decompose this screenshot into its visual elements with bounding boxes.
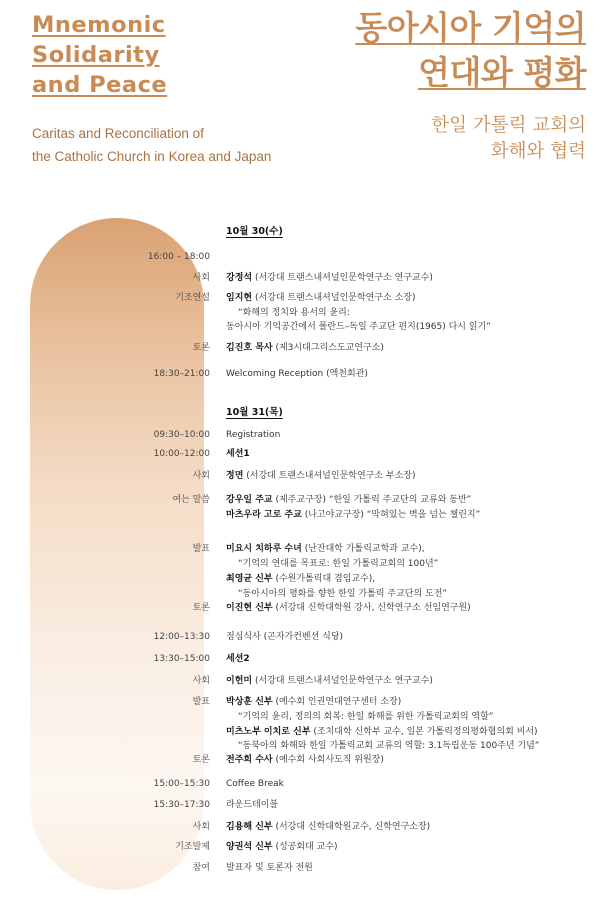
time-label: 10:00–12:00 xyxy=(153,449,210,459)
time-label: 18:30–21:00 xyxy=(153,369,210,379)
detail: (제3시대그리스도교연구소) xyxy=(272,343,384,353)
detail: (서강대 트랜스내셔널인문학연구소 부소장) xyxy=(243,471,416,481)
person-name: 미츠노부 이치로 신부 xyxy=(226,727,311,737)
schedule-row xyxy=(0,860,600,876)
role-label: 발표 xyxy=(192,697,210,707)
schedule-row xyxy=(0,797,600,813)
english-title-line-2: Solidarity xyxy=(32,42,160,68)
role-label: 사회 xyxy=(192,822,210,832)
time-label: 09:30–10:00 xyxy=(153,430,210,440)
schedule-row xyxy=(0,776,600,792)
entry-text: 라운드테이블 xyxy=(226,800,279,810)
role-label: 참여 xyxy=(192,863,210,873)
person-name: 마츠우라 고로 주교 xyxy=(226,510,302,520)
detail: (제주교구장) “한일 가톨릭 주교단의 교류와 동반” xyxy=(272,495,472,505)
role-label: 사회 xyxy=(192,273,210,283)
schedule-row xyxy=(0,571,600,587)
person-name: 정면 xyxy=(226,471,244,481)
korean-subtitle-line-1: 한일 가톨릭 교회의 xyxy=(431,115,586,136)
role-label: 기조발제 xyxy=(175,842,210,852)
entry-text xyxy=(226,340,384,356)
english-title xyxy=(32,10,167,100)
time-label: 13:30–15:00 xyxy=(153,654,210,664)
schedule-row xyxy=(0,492,600,508)
person-name: 전주희 수사 xyxy=(226,755,273,765)
role-label: 사회 xyxy=(192,676,210,686)
schedule-row xyxy=(0,752,600,768)
schedule-row xyxy=(0,319,600,335)
entry-text xyxy=(226,651,250,667)
schedule-row xyxy=(0,446,600,462)
schedule-row xyxy=(0,249,600,265)
korean-title xyxy=(355,5,586,95)
schedule-row xyxy=(0,290,600,306)
detail: (서강대 신학대학원교수, 신학연구소장) xyxy=(272,822,431,832)
entry-text xyxy=(226,673,433,689)
time-label: 16:00 – 18:00 xyxy=(147,252,210,262)
korean-title-line-1: 동아시아 기억의 xyxy=(355,8,586,47)
talk-title: “기억의 윤리, 정의의 회복: 한일 화해를 위한 가톨릭교회의 역할” xyxy=(238,712,494,722)
entry-text xyxy=(226,571,375,587)
person-name: 강정석 xyxy=(226,273,253,283)
role-label: 토론 xyxy=(192,755,210,765)
detail: (성공회대 교수) xyxy=(272,842,338,852)
role-label: 기조연설 xyxy=(175,293,210,303)
entry-text xyxy=(226,819,430,835)
english-subtitle xyxy=(32,122,271,168)
role-label: 토론 xyxy=(192,343,210,353)
detail: (서강대 트랜스내셔널인문학연구소 소장) xyxy=(252,293,416,303)
detail: (서강대 트랜스내셔널인문학연구소 연구교수) xyxy=(252,676,433,686)
korean-subtitle-line-2: 화해와 협력 xyxy=(490,141,586,162)
entry-text: 점심식사 (곤자가컨벤션 식당) xyxy=(226,632,344,642)
detail: (서강대 트랜스내셔널인문학연구소 연구교수) xyxy=(252,273,433,283)
role-label: 여는 말씀 xyxy=(172,495,210,505)
role-label: 사회 xyxy=(192,471,210,481)
schedule-row xyxy=(0,556,600,572)
schedule-row xyxy=(0,839,600,855)
entry-text xyxy=(226,492,471,508)
day-heading: 10월 30(수) xyxy=(226,226,283,237)
schedule-row xyxy=(0,427,600,443)
english-subtitle-line-1: Caritas and Reconciliation of xyxy=(32,126,204,141)
schedule-row xyxy=(0,541,600,557)
role-label: 토론 xyxy=(192,603,210,613)
session-name: 세션1 xyxy=(226,449,250,459)
schedule-row xyxy=(0,468,600,484)
schedule-row xyxy=(0,340,600,356)
schedule-row xyxy=(0,600,600,616)
talk-title: “동북아의 화해와 한일 가톨릭교회 교류의 역할: 3.1독립운동 100주년 기념” xyxy=(238,741,540,751)
entry-text xyxy=(226,839,338,855)
time-label: 12:00–13:30 xyxy=(153,632,210,642)
detail: (예수회 사회사도직 위원장) xyxy=(272,755,384,765)
entry-text xyxy=(226,752,384,768)
schedule-row xyxy=(0,819,600,835)
detail: (조치대학 신학부 교수, 일본 가톨릭정의평화협의회 비서) xyxy=(310,727,538,737)
talk-title: “동아시아의 평화를 향한 한일 가톨릭 주교단의 도전” xyxy=(238,589,448,599)
entry-text xyxy=(226,468,416,484)
person-name: 미요시 치하루 수녀 xyxy=(226,544,302,554)
english-subtitle-line-2: the Catholic Church in Korea and Japan xyxy=(32,149,272,164)
detail: (수원가톨릭대 겸임교수), xyxy=(272,574,376,584)
entry-text xyxy=(226,270,433,286)
schedule-row xyxy=(0,709,600,725)
talk-title: “화해의 정치와 용서의 윤리: xyxy=(238,308,350,318)
person-name: 김용해 신부 xyxy=(226,822,273,832)
session-name: 세션2 xyxy=(226,654,250,664)
detail: (서강대 신학대학원 강사, 신학연구소 선임연구원) xyxy=(272,603,471,613)
entry-text xyxy=(226,507,480,523)
entry-text: 발표자 및 토론자 전원 xyxy=(226,863,313,873)
detail: (나고야교구장) “막혀있는 벽을 넘는 챌린지” xyxy=(301,510,481,520)
detail: (예수회 인권연대연구센터 소장) xyxy=(272,697,402,707)
entry-text xyxy=(226,694,401,710)
schedule-row xyxy=(0,673,600,689)
entry-text xyxy=(226,541,425,557)
english-title-line-1: Mnemonic xyxy=(32,12,166,38)
schedule-row xyxy=(0,366,600,382)
person-name: 양권석 신부 xyxy=(226,842,273,852)
entry-text: Coffee Break xyxy=(226,779,284,789)
time-label: 15:30–17:30 xyxy=(153,800,210,810)
entry-text: Registration xyxy=(226,430,281,440)
schedule-row xyxy=(0,405,600,421)
person-name: 이진현 신부 xyxy=(226,603,273,613)
schedule-row xyxy=(0,651,600,667)
person-name: 김진호 목사 xyxy=(226,343,273,353)
english-title-line-3: and Peace xyxy=(32,72,168,98)
schedule-row xyxy=(0,224,600,240)
schedule-row xyxy=(0,507,600,523)
person-name: 최영균 신부 xyxy=(226,574,273,584)
schedule-row xyxy=(0,270,600,286)
person-name: 임지현 xyxy=(226,293,253,303)
person-name: 박상훈 신부 xyxy=(226,697,273,707)
schedule-row xyxy=(0,694,600,710)
entry-text xyxy=(226,600,471,616)
role-label: 발표 xyxy=(192,544,210,554)
detail: (난잔대학 가톨릭교학과 교수), xyxy=(301,544,425,554)
entry-text xyxy=(226,290,416,306)
entry-text: Welcoming Reception (엑천회관) xyxy=(226,369,368,379)
person-name: 이헌미 xyxy=(226,676,253,686)
talk-title: 동아시아 기억공간에서 폴란드–독일 주교단 편지(1965) 다시 읽기” xyxy=(226,322,491,332)
person-name: 강우일 주교 xyxy=(226,495,273,505)
time-label: 15:00–15:30 xyxy=(153,779,210,789)
korean-subtitle xyxy=(431,113,586,165)
talk-title: “기억의 연대를 목표로: 한일 가톨릭교회의 100년” xyxy=(238,559,439,569)
entry-text xyxy=(226,446,250,462)
korean-title-line-2: 연대와 평화 xyxy=(418,53,586,92)
day-heading: 10월 31(목) xyxy=(226,407,283,418)
schedule-row xyxy=(0,629,600,645)
